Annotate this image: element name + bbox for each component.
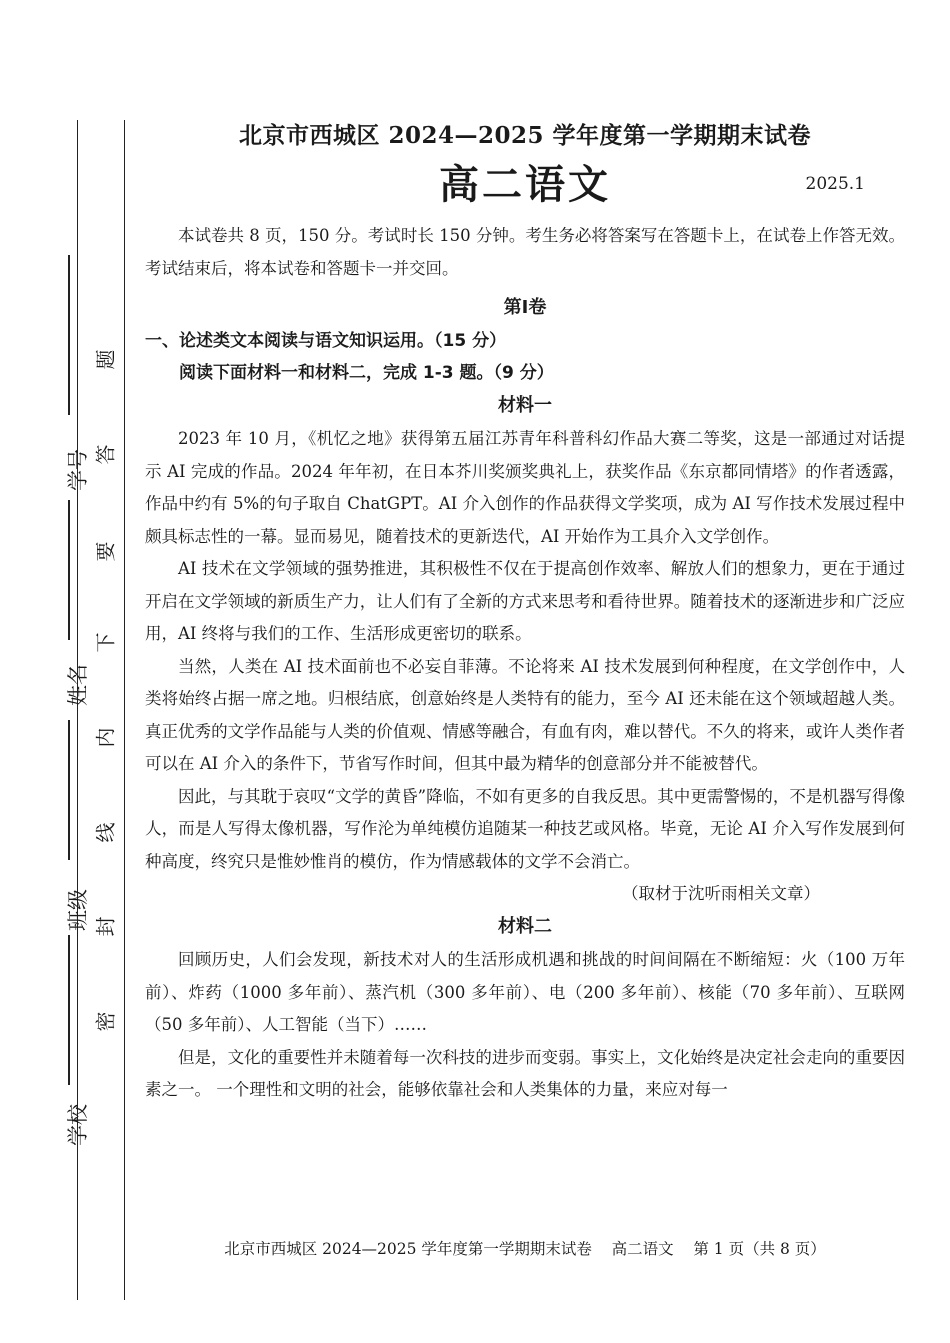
seal-char-ti: 题: [93, 349, 118, 370]
material-1-paragraph: 2023 年 10 月，《机忆之地》获得第五届江苏青年科普科幻作品大赛二等奖，这是一部通过对话提示 AI 完成的作品。2024 年年初，在日本芥川奖颁奖典礼上，获奖作品《东京都同情塔》的作者透露，作品中约有 5%的句子取自 ChatGPT。AI 介入创作的作品获得文学奖项，成为 AI 写作技术发展过程中颇具标志性的一幕。显而易见，随着技术的更新迭代，AI 开始作为工具介入文学创作。: [145, 429, 905, 546]
material-2-title: 材料二: [498, 916, 552, 937]
exam-instructions: 本试卷共 8 页，150 分。考试时长 150 分钟。考生务必将答案写在答题卡上，在试卷上作答无效。考试结束后，将本试卷和答题卡一并交回。: [145, 226, 905, 278]
section-instruction: 阅读下面材料一和材料二，完成 1-3 题。（9 分）: [179, 363, 554, 383]
material-1-title: 材料一: [498, 395, 552, 416]
class-line[interactable]: [68, 720, 70, 860]
part-title: 第Ⅰ卷: [503, 297, 547, 318]
subject-title: 高二语文: [439, 162, 611, 208]
seal-char-xia: 下: [93, 632, 118, 653]
student-id-label: 学号: [66, 449, 90, 491]
seal-char-xian: 线: [93, 822, 118, 843]
material-1-source: （取材于沈听雨相关文章）: [622, 884, 820, 903]
school-line[interactable]: [68, 935, 70, 1085]
seal-char-nei: 内: [93, 727, 118, 748]
material-1-paragraph: 因此，与其耽于哀叹“文学的黄昏”降临，不如有更多的自我反思。其中更需警惕的，不是机器写得像人，而是人写得太像机器，写作沦为单纯模仿追随某一种技艺或风格。毕竟，无论 AI 介入写作发展到何种高度，终究只是惟妙惟肖的模仿，作为情感载体的文学不会消亡。: [145, 786, 905, 871]
material-2-paragraph: 回顾历史，人们会发现，新技术对人的生活形成机遇和挑战的时间间隔在不断缩短：火（100 万年前）、炸药（1000 多年前）、蒸汽机（300 多年前）、电（200 多年前）、核能（70 多年前）、互联网（50 多年前）、人工智能（当下）……: [145, 950, 905, 1034]
material-1-paragraph: AI 技术在文学领域的强势推进，其积极性不仅在于提高创作效率、解放人们的想象力，更在于通过开启在文学领域的新质生产力，让人们有了全新的方式来思考和看待世界。随着技术的逐渐进步和广泛应用，AI 终将与我们的工作、生活形成更密切的联系。: [145, 559, 905, 643]
material-2-paragraph: 但是，文化的重要性并未随着每一次科技的进步而变弱。事实上，文化始终是决定社会走向的重要因素之一。 一个理性和文明的社会，能够依靠社会和人类集体的力量，来应对每一: [145, 1047, 905, 1099]
seal-char-feng: 封: [93, 916, 118, 937]
binding-margin: [0, 0, 135, 1343]
name-line[interactable]: [68, 500, 70, 640]
name-label: 姓名: [66, 664, 90, 706]
student-id-line[interactable]: [68, 255, 70, 415]
seal-char-da: 答: [93, 444, 118, 465]
seal-char-yao: 要: [93, 541, 118, 562]
material-1-paragraph: 当然，人类在 AI 技术面前也不必妄自菲薄。不论将来 AI 技术发展到何种程度，在文学创作中，人类将始终占据一席之地。归根结底，创意始终是人类特有的能力，至今 AI 还未能在这个领域超越人类。真正优秀的文学作品能与人类的价值观、情感等融合，有血有肉，难以替代。不久的将来，或许人类作者可以在 AI 介入的条件下，节省写作时间，但其中最为精华的创意部分并不能被替代。: [145, 656, 905, 773]
seal-char-mi: 密: [93, 1011, 118, 1032]
page-footer: 北京市西城区 2024—2025 学年度第一学期期末试卷 高二语文 第 1 页（共 8 页）: [224, 1240, 826, 1258]
subject-row: [145, 154, 905, 216]
exam-date: 2025.1: [805, 174, 865, 194]
section-title: 一、论述类文本阅读与语文知识运用。（15 分）: [145, 331, 507, 351]
binding-line-inner: [124, 120, 125, 1300]
exam-title: 北京市西城区 2024—2025 学年度第一学期期末试卷: [238, 122, 812, 149]
class-label: 班级: [66, 889, 90, 931]
school-label: 学校: [66, 1104, 90, 1146]
exam-paper: [145, 118, 905, 1107]
